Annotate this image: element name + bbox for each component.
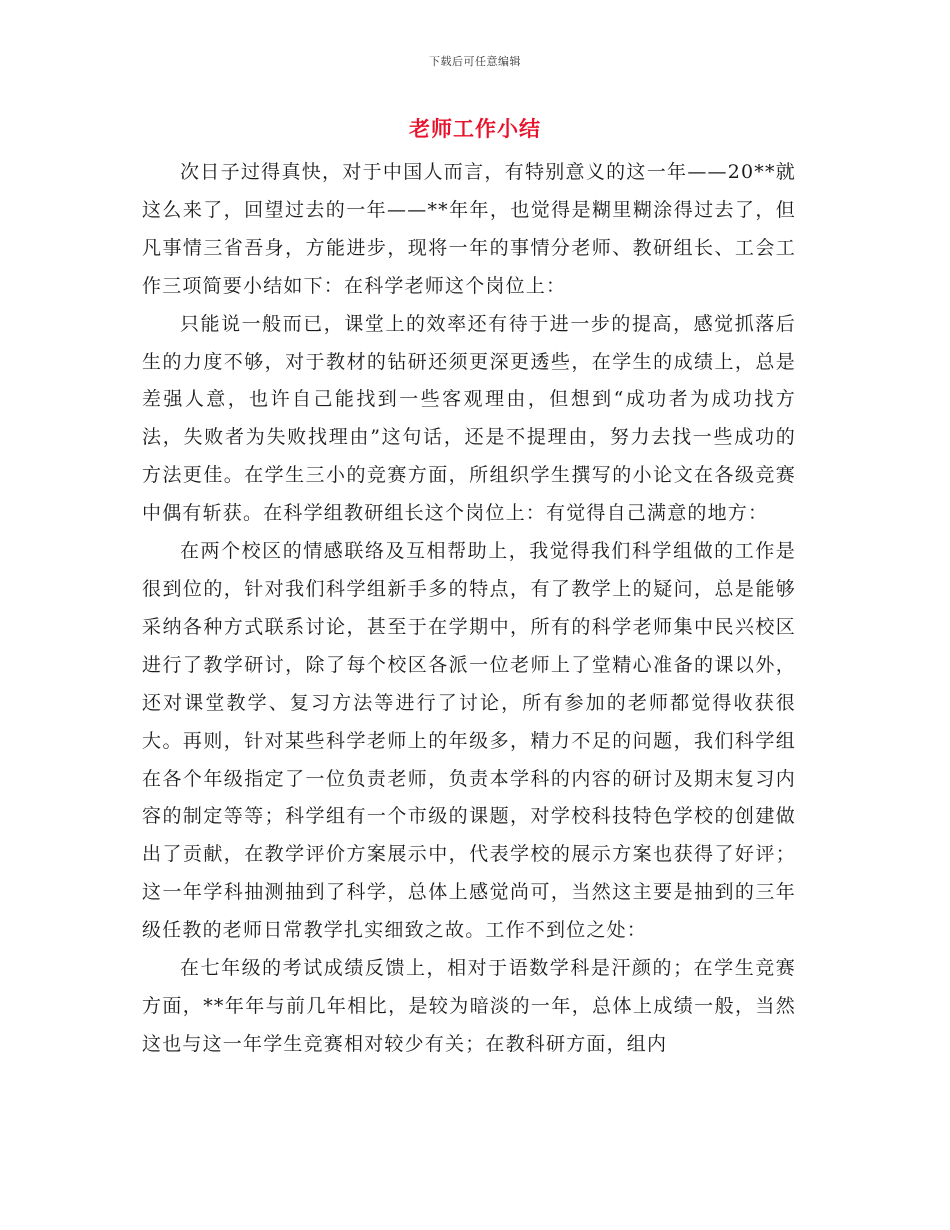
document-title: 老师工作小结 (409, 116, 541, 141)
paragraph-2: 只能说一般而已，课堂上的效率还有待于进一步的提高，感觉抓落后生的力度不够，对于教材的钻研还须更深更透些，在学生的成绩上，总是差强人意，也许自己能找到一些客观理由，但想到“成功者为成功找方法，失败者为失败找理由”这句话，还是不提理由，努力去找一些成功的方法更佳。在学生三小的竞赛方面，所组织学生撰写的小论文在各级竞赛中偶有斩获。在科学组教研组长这个岗位上：有觉得自己满意的地方： (142, 312, 796, 525)
document-body (142, 154, 796, 1064)
header-note: 下载后可任意编辑 (429, 55, 521, 68)
paragraph-3: 在两个校区的情感联络及互相帮助上，我觉得我们科学组做的工作是很到位的，针对我们科学组新手多的特点，有了教学上的疑问，总是能够采纳各种方式联系讨论，甚至于在学期中，所有的科学老师集中民兴校区进行了教学研讨，除了每个校区各派一位老师上了堂精心准备的课以外，还对课堂教学、复习方法等进行了讨论，所有参加的老师都觉得收获很大。再则，针对某些科学老师上的年级多，精力不足的问题，我们科学组在各个年级指定了一位负责老师，负责本学科的内容的研讨及期末复习内容的制定等等；科学组有一个市级的课题，对学校科技特色学校的创建做出了贡献，在教学评价方案展示中，代表学校的展示方案也获得了好评；这一年学科抽测抽到了科学，总体上感觉尚可，当然这主要是抽到的三年级任教的老师日常教学扎实细致之故。工作不到位之处： (142, 540, 796, 942)
paragraph-4: 在七年级的考试成绩反馈上，相对于语数学科是汗颜的；在学生竞赛方面，**年年与前几年相比，是较为暗淡的一年，总体上成绩一般，当然这也与这一年学生竞赛相对较少有关；在教科研方面，组内 (142, 957, 796, 1055)
paragraph-1: 次日子过得真快，对于中国人而言，有特别意义的这一年——20**就这么来了，回望过去的一年——**年年，也觉得是糊里糊涂得过去了，但凡事情三省吾身，方能进步，现将一年的事情分老师、教研组长、工会工作三项简要小结如下：在科学老师这个岗位上： (142, 161, 796, 297)
